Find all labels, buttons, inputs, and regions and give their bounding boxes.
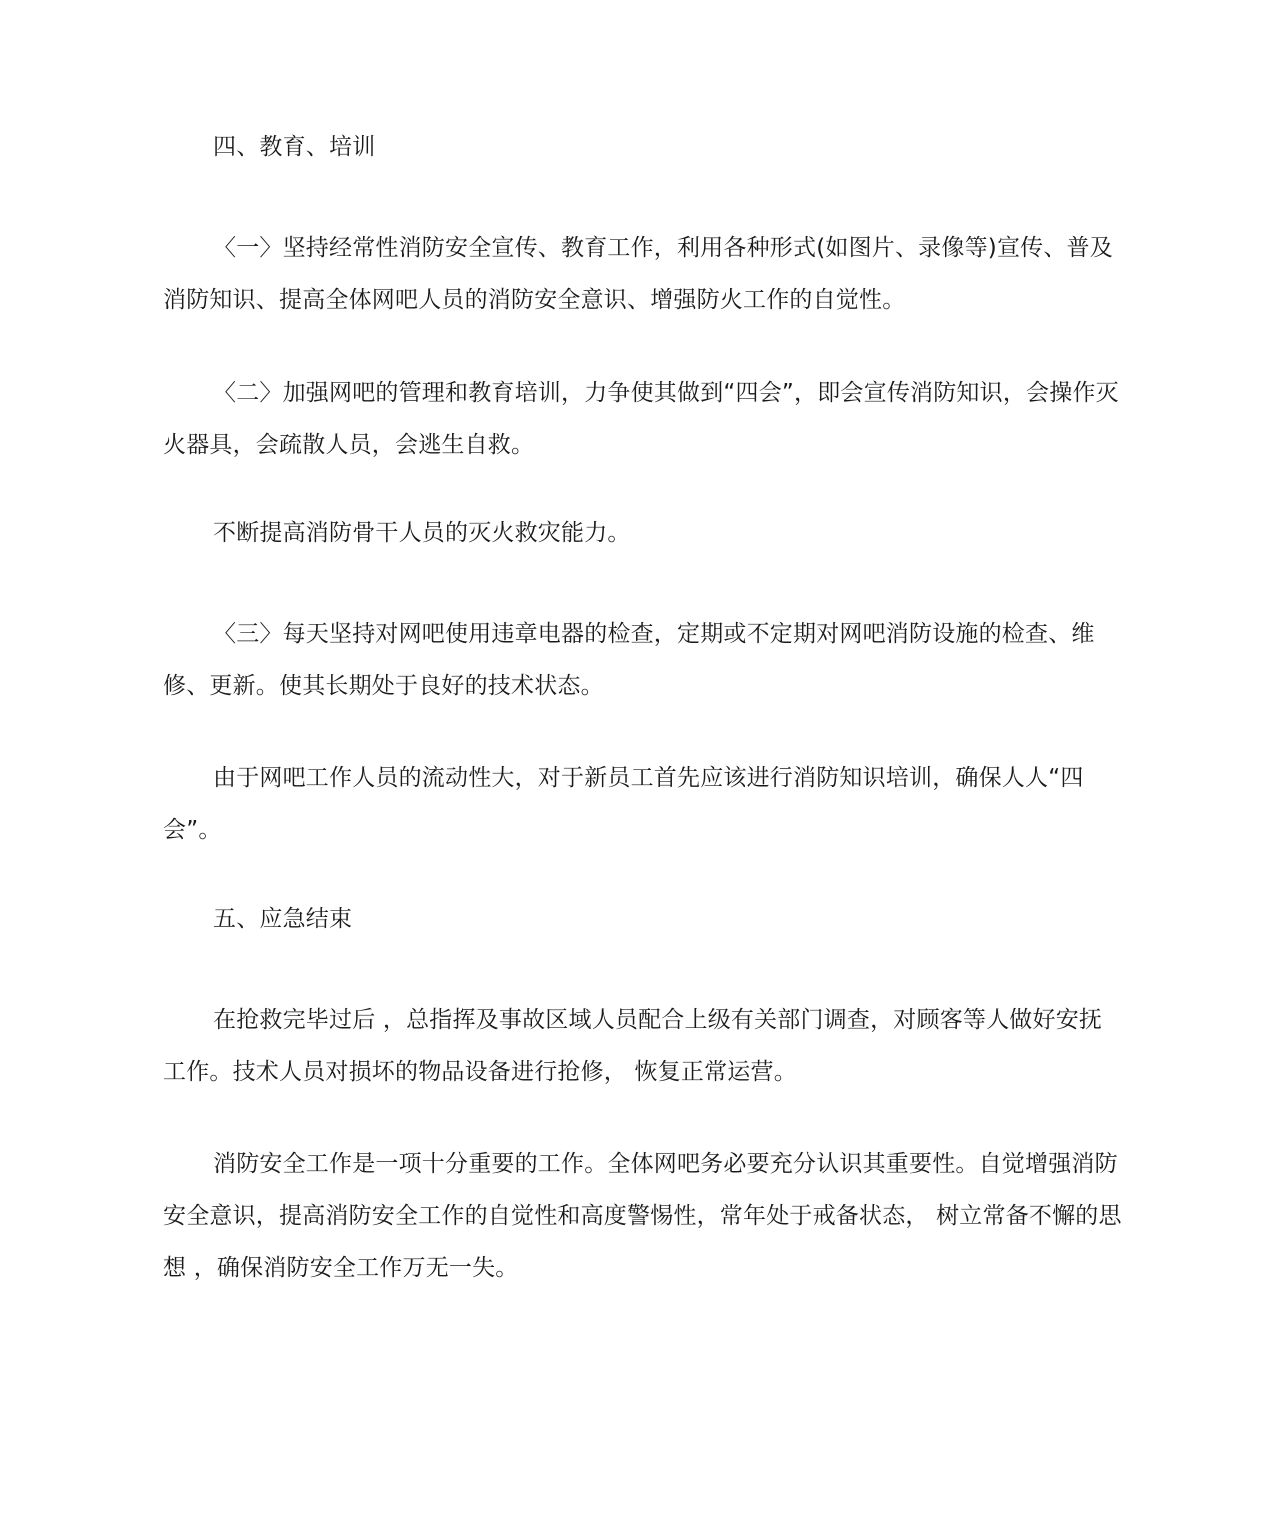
section-heading-emergency-end: 五、应急结束 — [213, 906, 353, 932]
paragraph-item-2-training: 〈二〉加强网吧的管理和教育培训，力争使其做到“四会”，即会宣传消防知识，会操作灭火器具，会疏散人员，会逃生自救。 — [163, 380, 1119, 458]
paragraph-item-1-publicity: 〈一〉坚持经常性消防安全宣传、教育工作，利用各种形式(如图片、录像等)宣传、普及消防知识、提高全体网吧人员的消防安全意识、增强防火工作的自觉性。 — [163, 235, 1113, 313]
paragraph-item-3-note: 由于网吧工作人员的流动性大，对于新员工首先应该进行消防知识培训，确保人人“四会”。 — [163, 765, 1084, 843]
paragraph-conclusion: 消防安全工作是一项十分重要的工作。全体网吧务必要充分认识其重要性。自觉增强消防安全意识，提高消防安全工作的自觉性和高度警惕性，常年处于戒备状态， 树立常备不懈的思想 ，确保消防安全工作万无一失。 — [163, 1151, 1122, 1281]
paragraph-aftermath: 在抢救完毕过后 ，总指挥及事故区域人员配合上级有关部门调查，对顾客等人做好安抚工作。技术人员对损坏的物品设备进行抢修， 恢复正常运营。 — [163, 1007, 1103, 1085]
section-heading-education-training: 四、教育、培训 — [213, 134, 376, 160]
paragraph-item-3-inspection: 〈三〉每天坚持对网吧使用违章电器的检查，定期或不定期对网吧消防设施的检查、维修、更新。使其长期处于良好的技术状态。 — [163, 621, 1095, 699]
paragraph-item-2-note: 不断提高消防骨干人员的灭火救灾能力。 — [213, 520, 631, 546]
